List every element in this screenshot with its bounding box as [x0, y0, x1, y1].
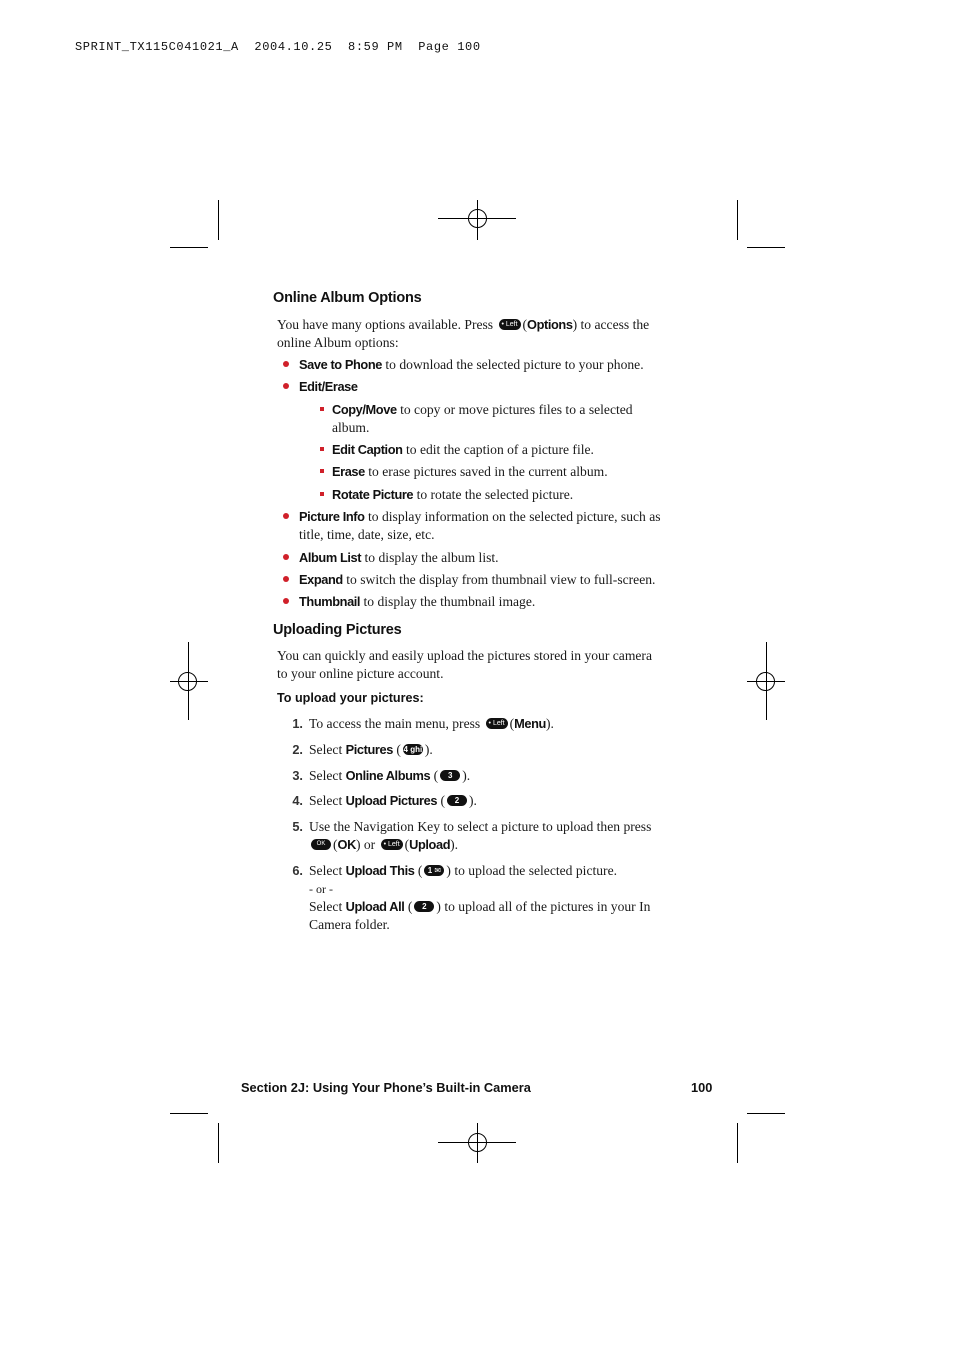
step-text-part: to upload the selected picture. [454, 863, 618, 878]
sub-list-item [332, 441, 594, 459]
step-keyword: Upload This [345, 863, 415, 878]
bullet-icon [283, 576, 289, 582]
list-item-text: to switch the display from thumbnail view to full-screen. [346, 572, 656, 587]
step-text-part: Select [309, 768, 343, 783]
intro-text: You can quickly and easily upload the pictures stored in your camera [277, 648, 652, 663]
step-keyword: Menu [514, 716, 546, 731]
step-number: 6. [292, 863, 303, 878]
step-text-part: to upload all of the pictures in your In [444, 899, 651, 914]
bullet-icon [283, 554, 289, 560]
registration-circle [756, 672, 775, 691]
list-item-text: to display the thumbnail image. [363, 594, 536, 609]
crop-mark [170, 1113, 208, 1114]
key-3-icon: 3 DEF [442, 771, 459, 792]
step-text: To access the main menu, press • Left (Menu). [309, 716, 554, 731]
list-item-text: title, time, date, size, etc. [299, 526, 435, 542]
crop-mark [170, 247, 208, 248]
step-text: Select Upload Pictures ( 2 ABC). [309, 793, 477, 817]
intro-paragraph: You have many options available. Press • Left (Options) to access the online Album options: [277, 317, 650, 350]
step-text-part: or [363, 836, 376, 852]
sub-list-item [332, 463, 608, 481]
list-item-text: to display the album list. [364, 550, 499, 565]
step-keyword: Online Albums [345, 768, 431, 783]
sub-bullet-icon [320, 492, 324, 496]
page-number: 100 [691, 1080, 713, 1095]
step-number: 4. [292, 793, 303, 808]
step-number: 1. [292, 716, 303, 731]
crop-mark [218, 200, 219, 240]
intro-text: online Album options: [277, 334, 399, 350]
intro-text: You have many options available. Press [277, 317, 494, 332]
step-keyword: OK [337, 836, 356, 852]
sub-bullet-icon [320, 469, 324, 473]
key-2-icon: 2 ABC [415, 902, 434, 923]
sub-list-item-text: album. [332, 419, 370, 435]
list-item [299, 508, 699, 543]
step-text-part: Select [309, 863, 343, 878]
crop-mark [737, 1123, 738, 1163]
list-item-text: to display information on the selected picture, such as [368, 509, 661, 524]
list-item [299, 593, 535, 611]
options-label: Options [527, 317, 573, 332]
list-item [299, 571, 655, 589]
list-item-keyword: Thumbnail [299, 594, 361, 609]
sub-list-item-text: to edit the caption of a picture file. [405, 442, 594, 457]
step-text-part: - or - [309, 881, 333, 896]
step-keyword: Upload [409, 836, 451, 852]
list-item-keyword: Picture Info [299, 509, 365, 524]
step-text-part: Select [309, 793, 343, 808]
list-item-keyword: Save to Phone [299, 357, 382, 372]
step-number: 5. [292, 819, 303, 834]
section-heading: Online Album Options [273, 290, 422, 306]
sub-list-item [332, 401, 672, 436]
crop-mark [747, 1113, 785, 1114]
footer-section-title: Section 2J: Using Your Phone’s Built-in Camera [241, 1080, 531, 1095]
step-keyword: Upload All [345, 899, 405, 914]
intro-paragraph [277, 647, 697, 682]
step-number: 3. [292, 768, 303, 783]
sub-list-item [332, 486, 573, 504]
intro-text: to access the [580, 317, 650, 332]
print-slug: SPRINT_TX115C041021_A 2004.10.25 8:59 PM Page 100 [75, 40, 481, 54]
sub-list-item-keyword: Copy/Move [332, 402, 397, 417]
step-number: 2. [292, 742, 303, 757]
crop-mark [737, 200, 738, 240]
step-text: Select Upload This ( 1 ✉ ) to upload the selected picture. - or - Select Upload All ( 2 ABC) to upload all of the pictures in your In Camera folder. [309, 863, 651, 932]
left-softkey-icon: • Left [499, 319, 521, 330]
bullet-icon [283, 513, 289, 519]
sub-list-item-text: to erase pictures saved in the current album. [368, 464, 608, 479]
bullet-icon [283, 383, 289, 389]
list-item-keyword: Album List [299, 550, 362, 565]
key-4-icon: 4 ghi [403, 745, 423, 755]
registration-circle [468, 209, 487, 228]
sub-list-item-text: to copy or move pictures files to a selected [400, 402, 633, 417]
left-softkey-icon: • Left [381, 839, 403, 850]
list-item [299, 549, 499, 567]
intro-text: to your online picture account. [277, 665, 444, 681]
sub-bullet-icon [320, 407, 324, 411]
registration-circle [468, 1133, 487, 1152]
list-item-keyword: Edit/Erase [299, 379, 358, 394]
sub-list-item-keyword: Rotate Picture [332, 487, 414, 502]
crop-mark [218, 1123, 219, 1163]
sub-bullet-icon [320, 447, 324, 451]
bullet-icon [283, 598, 289, 604]
section-heading: Uploading Pictures [273, 622, 402, 638]
procedure-heading: To upload your pictures: [277, 691, 424, 705]
step-keyword: Upload Pictures [345, 793, 438, 808]
step-text-part: Use the Navigation Key to select a picture to upload then press [309, 819, 652, 834]
step-text-part: Select [309, 899, 343, 914]
step-text: Select Pictures ( 4 ghi ). [309, 742, 433, 757]
registration-circle [178, 672, 197, 691]
left-softkey-icon: • Left [486, 718, 508, 729]
bullet-icon [283, 361, 289, 367]
list-item [299, 378, 358, 396]
step-keyword: Pictures [345, 742, 393, 757]
step-text-part: To access the main menu, press [309, 716, 481, 731]
step-text: Select Online Albums ( 3 DEF). [309, 768, 471, 792]
list-item [299, 356, 644, 374]
key-1-icon: 1 ✉ [424, 865, 444, 876]
step-text: Use the Navigation Key to select a picture to upload then press OK (OK) or • Left (Upload). [309, 819, 652, 852]
step-text-part: Camera folder. [309, 916, 390, 932]
sub-list-item-keyword: Erase [332, 464, 365, 479]
sub-list-item-keyword: Edit Caption [332, 442, 403, 457]
ok-key-icon: OK [311, 839, 331, 850]
list-item-keyword: Expand [299, 572, 343, 587]
list-item-text: to download the selected picture to your phone. [385, 357, 644, 372]
step-text-part: Select [309, 742, 343, 757]
key-2-icon: 2 ABC [448, 796, 466, 817]
crop-mark [747, 247, 785, 248]
sub-list-item-text: to rotate the selected picture. [416, 487, 574, 502]
